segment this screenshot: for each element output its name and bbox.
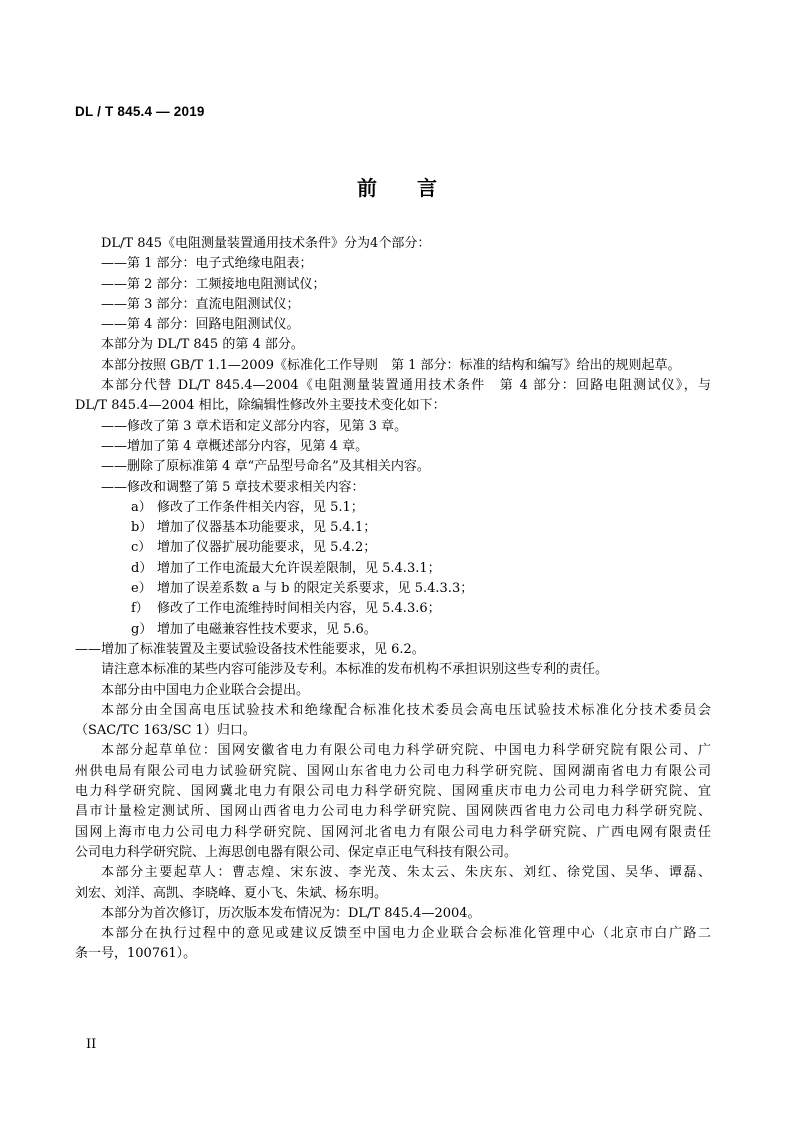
drafting-units-line: 本部分起草单位：国网安徽省电力有限公司电力科学研究院、中国电力科学研究院有限公司、广 — [101, 743, 711, 759]
sub-change-label: a） — [131, 499, 152, 515]
revision-history: 本部分为首次修订，历次版本发布情况为：DL/T 845.4—2004。 — [101, 905, 481, 921]
sub-change-label: b） — [131, 520, 153, 536]
standard-code-header: DL / T 845.4 — 2019 — [75, 104, 205, 119]
part-item: ——第 1 部分：电子式绝缘电阻表； — [101, 256, 313, 272]
part-item: ——第 4 部分：回路电阻测试仪。 — [101, 317, 300, 333]
drafting-units-line: 州供电局有限公司电力试验研究院、国网山东省电力公司电力科学研究院、国网湖南省电力有限公司 — [75, 763, 711, 779]
tc-line-1: 本部分由全国高电压试验技术和绝缘配合标准化技术委员会高电压试验技术标准化分技术委员会 — [101, 702, 711, 718]
part-item: ——第 3 部分：直流电阻测试仪； — [101, 296, 300, 312]
patent-notice: 请注意本标准的某些内容可能涉及专利。本标准的发布机构不承担识别这些专利的责任。 — [101, 662, 609, 678]
drafting-units-line: 公司电力科学研究院、上海思创电器有限公司、保定卓正电气科技有限公司。 — [75, 844, 518, 860]
feedback-line: 条一号，100761）。 — [75, 946, 197, 962]
sub-change-text: 增加了误差系数 a 与 b 的限定关系要求，见 5.4.3.3； — [157, 581, 474, 597]
change-item: ——修改了第 3 章术语和定义部分内容，见第 3 章。 — [101, 418, 408, 434]
drafting-units-line: 昌市计量检定测试所、国网山西省电力公司电力科学研究院、国网陕西省电力公司电力科学研究院、 — [75, 804, 711, 820]
sub-change-text: 修改了工作条件相关内容，见 5.1； — [157, 499, 364, 515]
sub-change-item — [75, 518, 711, 538]
sub-change-item — [75, 559, 711, 579]
drafters-line: 刘宏、刘洋、高凯、李晓峰、夏小飞、朱斌、杨东明。 — [75, 885, 388, 901]
tc-line-2: （SAC/TC 163/SC 1）归口。 — [75, 723, 256, 739]
sub-change-text: 增加了仪器基本功能要求，见 5.4.1； — [157, 520, 377, 536]
sub-change-label: f） — [131, 601, 149, 617]
sub-change-item — [75, 498, 711, 518]
sub-change-text: 修改了工作电流维持时间相关内容，见 5.4.3.6； — [157, 601, 441, 617]
change-item: ——删除了原标准第 4 章“产品型号命名”及其相关内容。 — [101, 459, 430, 475]
drafting-rule-line: 本部分按照 GB/T 1.1—2009《标准化工作导则 第 1 部分：标准的结构和编写》给出的规则起草。 — [101, 357, 681, 373]
sub-change-item — [75, 579, 711, 599]
sub-change-label: e） — [131, 581, 152, 597]
sub-change-text: 增加了工作电流最大允许误差限制，见 5.4.3.1； — [157, 560, 441, 576]
foreword-body — [75, 234, 711, 965]
sub-change-label: c） — [131, 540, 152, 556]
part-item: ——第 2 部分：工频接地电阻测试仪； — [101, 276, 326, 292]
drafting-units-line: 国网上海市电力公司电力科学研究院、国网河北省电力有限公司电力科学研究院、广西电网有限责任 — [75, 824, 711, 840]
sub-change-text: 增加了电磁兼容性技术要求，见 5.6。 — [157, 621, 377, 637]
intro-line: DL/T 845《电阻测量装置通用技术条件》分为4个部分： — [101, 236, 431, 251]
sub-change-text: 增加了仪器扩展功能要求，见 5.4.2； — [157, 540, 377, 556]
sub-change-label: d） — [131, 560, 153, 576]
drafting-units-line: 电力科学研究院、国网冀北电力有限公司电力科学研究院、国网重庆市电力公司电力科学研究院、宜 — [75, 784, 711, 800]
last-change-item: ——增加了标准装置及主要试验设备技术性能要求，见 6.2。 — [75, 641, 425, 657]
this-part-line: 本部分为 DL/T 845 的第 4 部分。 — [101, 337, 304, 353]
change-item: ——修改和调整了第 5 章技术要求相关内容： — [101, 479, 365, 495]
change-item: ——增加了第 4 章概述部分内容，见第 4 章。 — [101, 438, 369, 454]
sub-change-item — [75, 599, 711, 619]
drafters-line: 本部分主要起草人：曹志煌、宋东波、李光茂、朱太云、朱庆东、刘红、徐党国、吴华、谭磊、 — [101, 865, 711, 881]
replace-line-2: DL/T 845.4—2004 相比，除编辑性修改外主要技术变化如下： — [75, 398, 446, 414]
proposed-by: 本部分由中国电力企业联合会提出。 — [101, 682, 310, 698]
replace-line-1: 本部分代替 DL/T 845.4—2004《电阻测量装置通用技术条件 第 4 部分：回路电阻测试仪》，与 — [101, 378, 711, 394]
page-number: II — [86, 1037, 97, 1052]
page-title: 前言 — [357, 176, 477, 200]
sub-change-item — [75, 538, 711, 558]
sub-change-item — [75, 620, 711, 640]
feedback-line: 本部分在执行过程中的意见或建议反馈至中国电力企业联合会标准化管理中心（北京市白广路二 — [101, 926, 711, 942]
sub-change-label: g） — [131, 621, 153, 637]
